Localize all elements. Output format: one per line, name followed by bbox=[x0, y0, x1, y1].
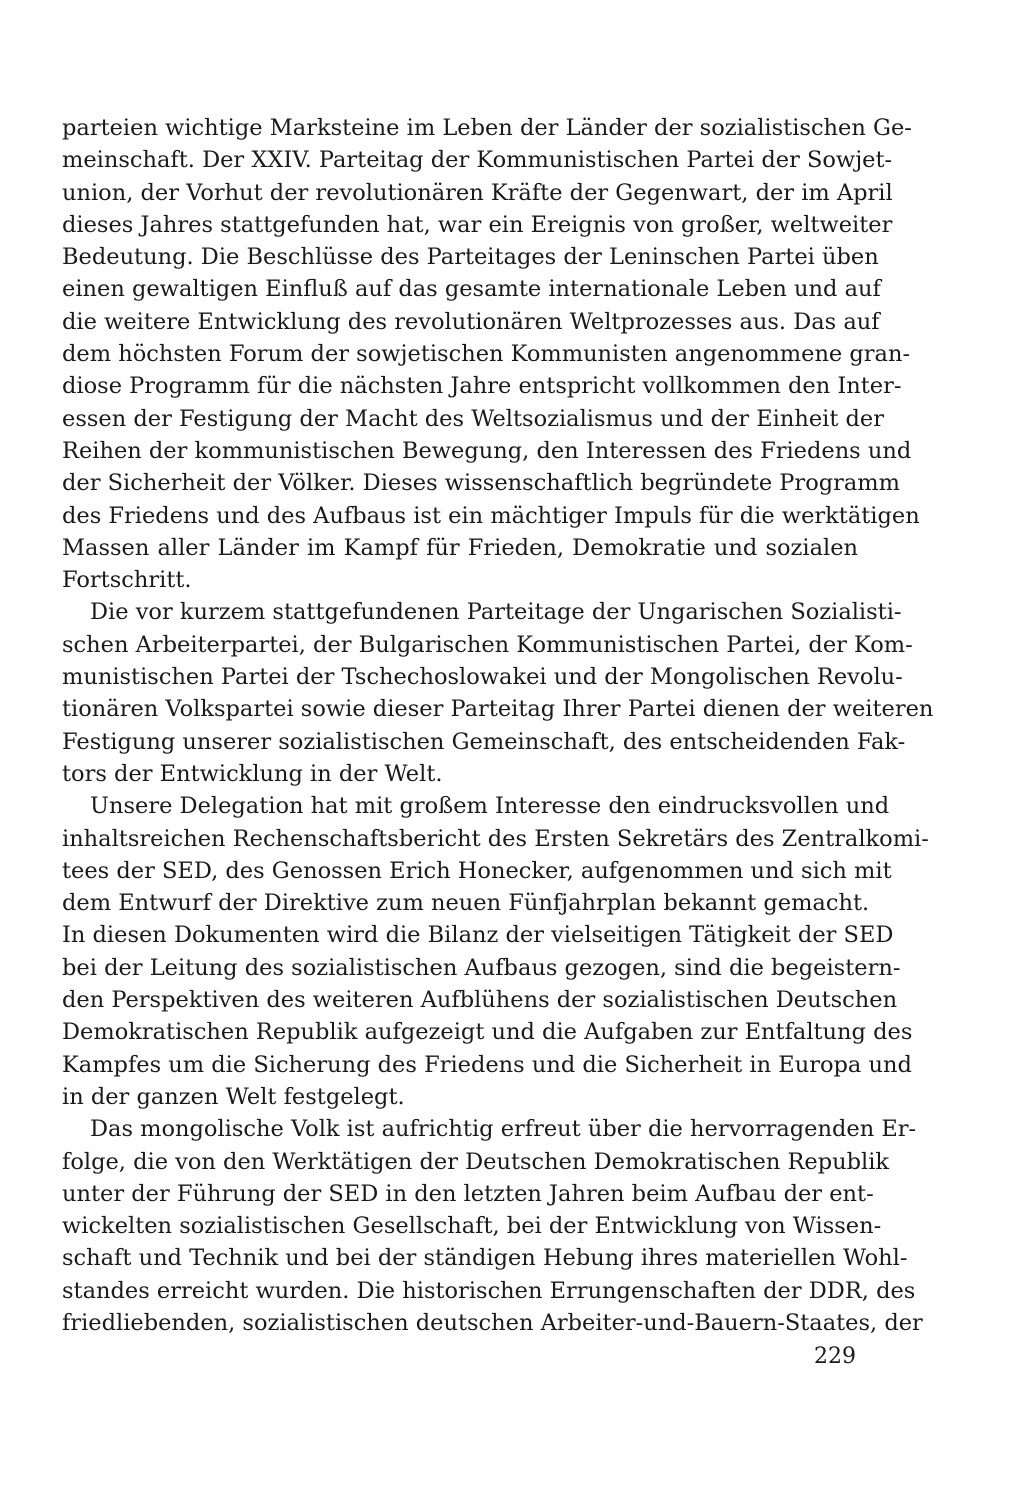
text-line: dem höchsten Forum der sowjetischen Kommunisten angenommene gran- bbox=[62, 341, 911, 368]
text-line: Festigung unserer sozialistischen Gemeinschaft, des entscheidenden Fak- bbox=[62, 728, 906, 755]
body-text bbox=[62, 112, 934, 1339]
text-line: Massen aller Länder im Kampf für Frieden, Demokratie und sozialen bbox=[62, 534, 858, 561]
text-line: unter der Führung der SED in den letzten Jahren beim Aufbau der ent- bbox=[62, 1180, 874, 1207]
text-line: union, der Vorhut der revolutionären Kräfte der Gegenwart, der im April bbox=[62, 179, 893, 206]
text-line: In diesen Dokumenten wird die Bilanz der vielseitigen Tätigkeit der SED bbox=[62, 922, 894, 949]
text-line: Die vor kurzem stattgefundenen Parteitage der Ungarischen Sozialisti- bbox=[90, 599, 902, 626]
text-line: Unsere Delegation hat mit großem Interesse den eindrucksvollen und bbox=[90, 793, 890, 820]
text-line: der Sicherheit der Völker. Dieses wissenschaftlich begründete Programm bbox=[62, 470, 900, 497]
text-line: einen gewaltigen Einfluß auf das gesamte internationale Leben und auf bbox=[62, 276, 881, 303]
paragraph bbox=[62, 112, 920, 596]
text-line: schaft und Technik und bei der ständigen Hebung ihres materiellen Wohl- bbox=[62, 1245, 908, 1272]
text-line: des Friedens und des Aufbaus ist ein mächtiger Impuls für die werktätigen bbox=[62, 502, 920, 529]
text-line: schen Arbeiterpartei, der Bulgarischen Kommunistischen Partei, der Kom- bbox=[62, 631, 913, 658]
text-line: dieses Jahres stattgefunden hat, war ein Ereignis von großer, weltweiter bbox=[62, 211, 893, 238]
text-line: diose Programm für die nächsten Jahre entspricht vollkommen den Inter- bbox=[62, 373, 902, 400]
text-line: Bedeutung. Die Beschlüsse des Parteitages der Leninschen Partei üben bbox=[62, 244, 879, 271]
text-line: in der ganzen Welt festgelegt. bbox=[62, 1083, 405, 1110]
text-line: den Perspektiven des weiteren Aufblühens der sozialistischen Deutschen bbox=[62, 987, 898, 1014]
text-line: Demokratischen Republik aufgezeigt und die Aufgaben zur Entfaltung des bbox=[62, 1019, 913, 1046]
text-line: essen der Festigung der Macht des Weltsozialismus und der Einheit der bbox=[62, 405, 885, 432]
text-line: friedliebenden, sozialistischen deutschen Arbeiter-und-Bauern-Staates, der bbox=[62, 1309, 923, 1336]
text-line: tors der Entwicklung in der Welt. bbox=[62, 760, 443, 787]
text-line: wickelten sozialistischen Gesellschaft, bei der Entwicklung von Wissen- bbox=[62, 1213, 882, 1240]
text-line: parteien wichtige Marksteine im Leben der Länder der sozialistischen Ge- bbox=[62, 115, 912, 141]
text-line: tees der SED, des Genossen Erich Honecker, aufgenommen und sich mit bbox=[62, 857, 892, 884]
text-line: meinschaft. Der XXIV. Parteitag der Kommunistischen Partei der Sowjet- bbox=[62, 147, 893, 174]
text-line: Reihen der kommunistischen Bewegung, den Interessen des Friedens und bbox=[62, 437, 912, 464]
paragraph bbox=[62, 596, 934, 790]
text-line: bei der Leitung des sozialistischen Aufbaus gezogen, sind die begeistern- bbox=[62, 954, 901, 981]
paragraph bbox=[62, 1113, 923, 1339]
text-line: munistischen Partei der Tschechoslowakei und der Mongolischen Revolu- bbox=[62, 664, 903, 691]
text-line: dem Entwurf der Direktive zum neuen Fünfjahrplan bekannt gemacht. bbox=[62, 890, 870, 917]
text-line: tionären Volkspartei sowie dieser Parteitag Ihrer Partei dienen der weiteren bbox=[62, 696, 934, 723]
text-line: Das mongolische Volk ist aufrichtig erfreut über die hervorragenden Er- bbox=[90, 1116, 917, 1143]
text-line: inhaltsreichen Rechenschaftsbericht des Ersten Sekretärs des Zentralkomi- bbox=[62, 825, 929, 852]
text-line: Kampfes um die Sicherung des Friedens und die Sicherheit in Europa und bbox=[62, 1051, 912, 1078]
page-number: 229 bbox=[814, 1344, 856, 1369]
text-line: folge, die von den Werktätigen der Deutschen Demokratischen Republik bbox=[62, 1148, 890, 1175]
text-line: standes erreicht wurden. Die historischen Errungenschaften der DDR, des bbox=[62, 1277, 916, 1304]
text-line: Fortschritt. bbox=[62, 567, 192, 594]
paragraph bbox=[62, 790, 929, 1113]
text-line: die weitere Entwicklung des revolutionären Weltprozesses aus. Das auf bbox=[62, 308, 880, 335]
